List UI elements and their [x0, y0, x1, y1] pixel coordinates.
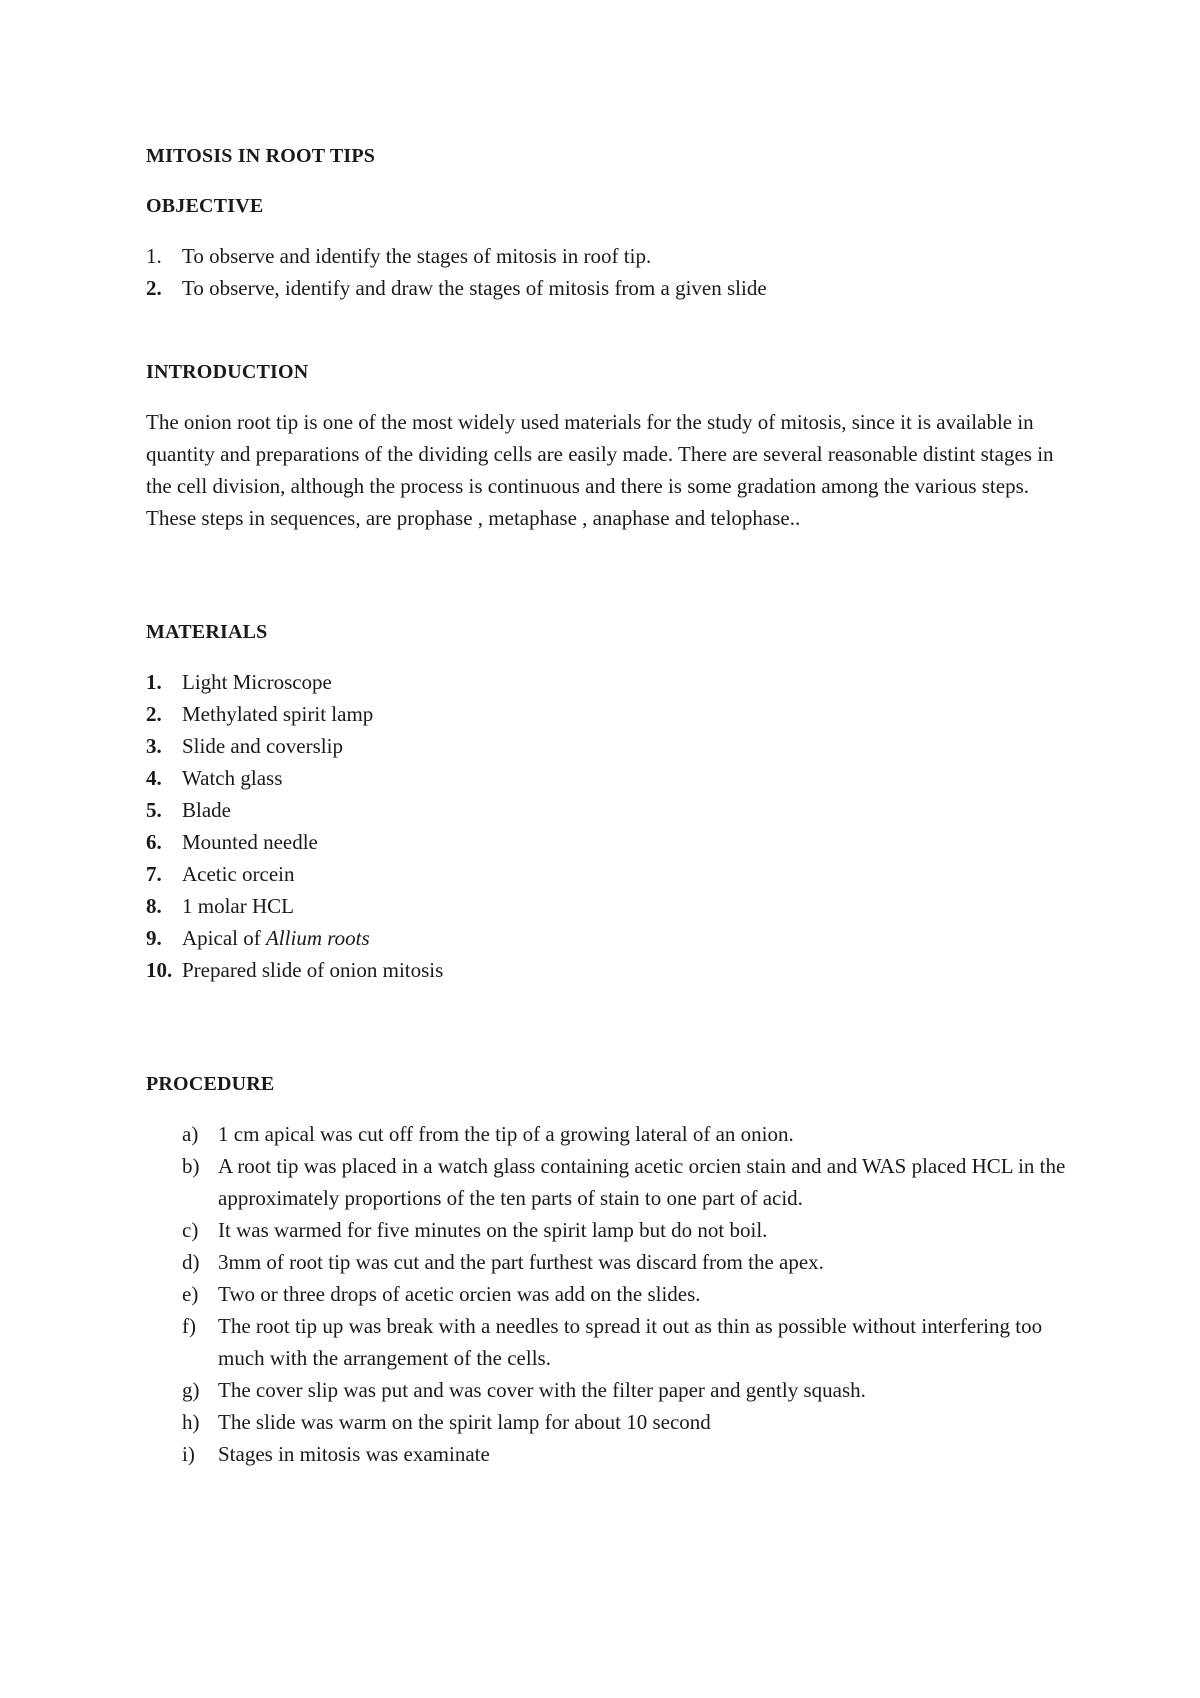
- introduction-heading: INTRODUCTION: [146, 361, 309, 383]
- step-text: Two or three drops of acetic orcien was add on the slides.: [218, 1282, 701, 1306]
- item-number: 6.: [146, 830, 162, 854]
- item-text-italic: Allium roots: [265, 926, 370, 950]
- item-number: 1.: [146, 670, 162, 694]
- step-letter: b): [182, 1154, 200, 1178]
- list-item: [146, 730, 1076, 762]
- item-text: Mounted needle: [182, 830, 318, 854]
- introduction-paragraph: The onion root tip is one of the most widely used materials for the study of mitosis, since it is available in quantity and preparations of the dividing cells are easily made. There are several reasonable distint stages in the cell division, although the process is continuous and there is some gradation among the various steps. These steps in sequences, are prophase , metaphase , anaphase and telophase..: [146, 410, 1054, 530]
- step-text: It was warmed for five minutes on the spirit lamp but do not boil.: [218, 1218, 768, 1242]
- list-item: [146, 272, 1076, 304]
- item-text: 1 molar HCL: [182, 894, 294, 918]
- document-page: [146, 140, 1076, 1470]
- procedure-step: [146, 1246, 1076, 1278]
- procedure-step: [146, 1118, 1076, 1150]
- item-text: Watch glass: [182, 766, 283, 790]
- step-letter: i): [182, 1442, 195, 1466]
- list-item: [146, 794, 1076, 826]
- item-text: Apical of: [182, 926, 266, 950]
- item-text: Slide and coverslip: [182, 734, 343, 758]
- step-text: 1 cm apical was cut off from the tip of a growing lateral of an onion.: [218, 1122, 794, 1146]
- step-letter: c): [182, 1218, 199, 1242]
- step-text: The cover slip was put and was cover with the filter paper and gently squash.: [218, 1378, 866, 1402]
- item-text: Prepared slide of onion mitosis: [182, 958, 444, 982]
- procedure-step: [146, 1214, 1076, 1246]
- list-item: [146, 698, 1076, 730]
- step-letter: e): [182, 1282, 199, 1306]
- item-text: Light Microscope: [182, 670, 332, 694]
- procedure-step: [146, 1406, 1076, 1438]
- item-text: To observe, identify and draw the stages of mitosis from a given slide: [182, 276, 767, 300]
- list-item: [146, 954, 1076, 986]
- item-text: Acetic orcein: [182, 862, 295, 886]
- procedure-step: [146, 1374, 1076, 1406]
- item-number: 8.: [146, 894, 162, 918]
- item-number: 5.: [146, 798, 162, 822]
- item-text: Methylated spirit lamp: [182, 702, 374, 726]
- procedure-step: [146, 1310, 1076, 1374]
- objective-heading: OBJECTIVE: [146, 195, 264, 217]
- step-letter: d): [182, 1250, 200, 1274]
- procedure-heading: PROCEDURE: [146, 1073, 275, 1095]
- item-number: 7.: [146, 862, 162, 886]
- item-text: To observe and identify the stages of mitosis in roof tip.: [182, 244, 652, 268]
- procedure-list: [146, 1118, 1076, 1470]
- list-item: [146, 240, 1076, 272]
- objective-list: [146, 240, 1076, 304]
- step-text: Stages in mitosis was examinate: [218, 1442, 490, 1466]
- materials-list: [146, 666, 1076, 986]
- step-letter: h): [182, 1410, 200, 1434]
- item-number: 1.: [146, 244, 162, 268]
- procedure-step: [146, 1278, 1076, 1310]
- step-letter: f): [182, 1314, 196, 1338]
- item-number: 4.: [146, 766, 162, 790]
- procedure-step: [146, 1438, 1076, 1470]
- item-number: 9.: [146, 926, 162, 950]
- item-number: 2.: [146, 276, 162, 300]
- list-item: [146, 826, 1076, 858]
- step-letter: g): [182, 1378, 200, 1402]
- list-item: [146, 762, 1076, 794]
- item-number: 3.: [146, 734, 162, 758]
- document-title: MITOSIS IN ROOT TIPS: [146, 145, 376, 167]
- item-text: Blade: [182, 798, 231, 822]
- list-item: [146, 666, 1076, 698]
- list-item: [146, 858, 1076, 890]
- materials-heading: MATERIALS: [146, 621, 268, 643]
- list-item: [146, 890, 1076, 922]
- step-letter: a): [182, 1122, 199, 1146]
- step-text: A root tip was placed in a watch glass containing acetic orcien stain and and WAS placed HCL in the approximately proportions of the ten parts of stain to one part of acid.: [218, 1154, 1066, 1210]
- step-text: The slide was warm on the spirit lamp for about 10 second: [218, 1410, 711, 1434]
- step-text: 3mm of root tip was cut and the part furthest was discard from the apex.: [218, 1250, 824, 1274]
- list-item: [146, 922, 1076, 954]
- step-text: The root tip up was break with a needles to spread it out as thin as possible without interfering too much with the arrangement of the cells.: [218, 1314, 1043, 1370]
- item-number: 2.: [146, 702, 162, 726]
- procedure-step: [146, 1150, 1076, 1214]
- item-number: 10.: [146, 958, 173, 982]
